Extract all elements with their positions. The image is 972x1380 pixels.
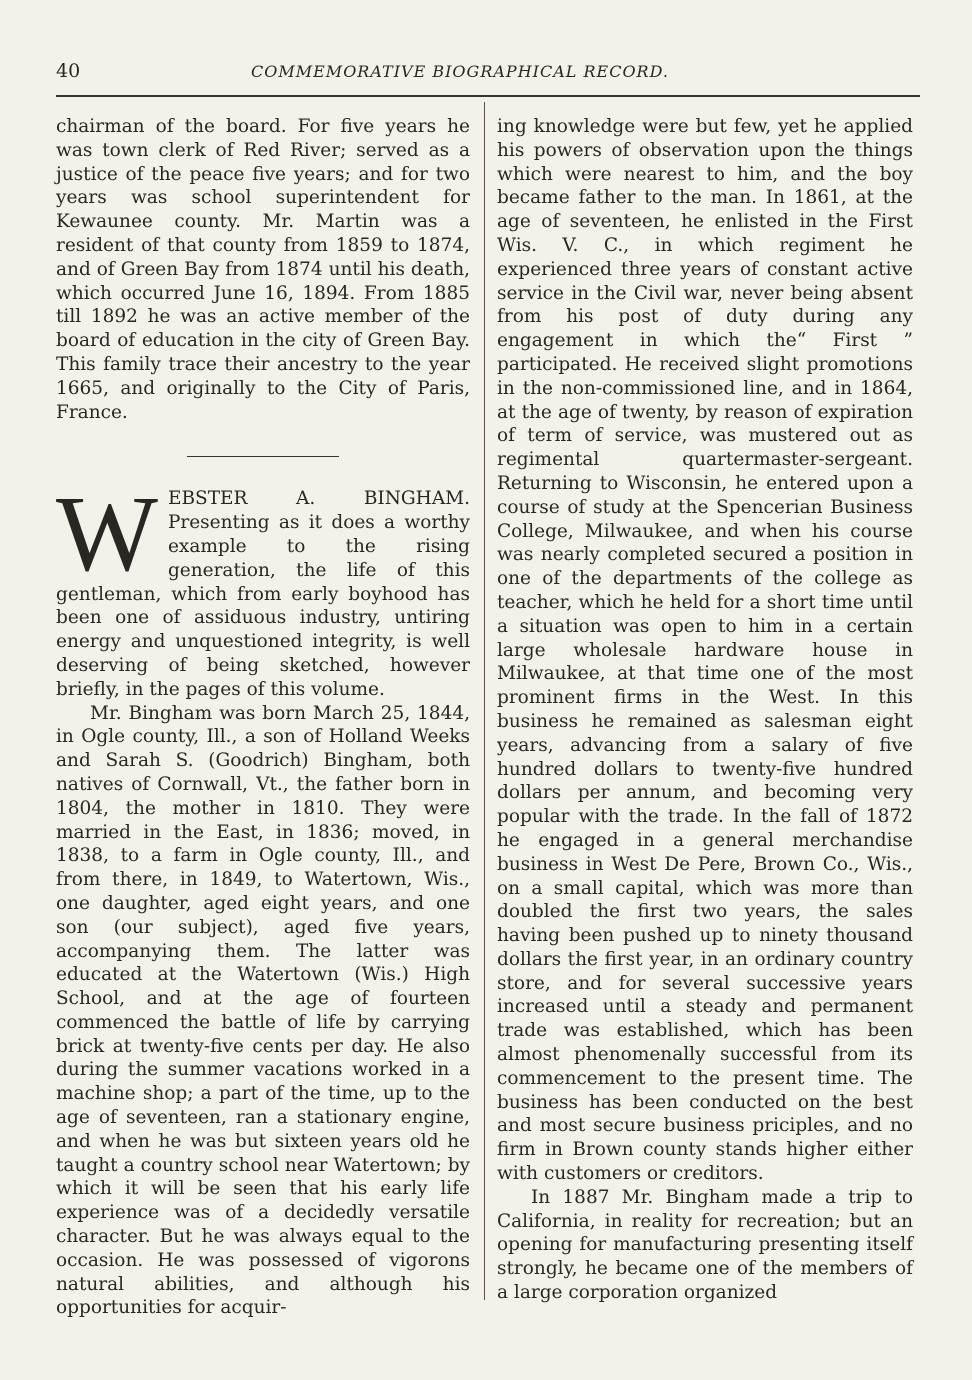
right-column — [497, 115, 913, 1305]
section-separator — [187, 456, 339, 457]
drop-cap: W — [56, 475, 158, 595]
left-column — [56, 115, 470, 1320]
paragraph: ing knowledge were but few, yet he applied his powers of observation upon the things which were nearest to him, and the boy became father to the man. In 1861, at the age of seventeen, he enlisted in the First Wis. V. C., in which regiment he experienced three years of constant active service in the Civil war, never being absent from his post of duty during any engagement in which the“ First ” participated. He received slight promotions in the non-commissioned line, and in 1864, at the age of twenty, by reason of expiration of term of service, was mustered out as regimental quartermaster-sergeant. Returning to Wisconsin, he entered upon a course of study at the Spencerian Business College, Milwaukee, and when his course was nearly completed secured a position in one of the departments of the college as teacher, which he held for a short time until a situation was open to him in a certain large wholesale hardware house in Milwaukee, at that time one of the most prominent firms in the West. In this business he remained as salesman eight years, advancing from a salary of five hundred dollars to twenty-five hundred dollars per annum, and becoming very popular with the trade. In the fall of 1872 he engaged in a general merchandise business in West De Pere, Brown Co., Wis., on a small capital, which was more than doubled the first two years, the sales having been pushed up to ninety thousand dollars the first year, in an ordinary country store, and for several successive years increased until a steady and permanent trade was established, which has been almost phenomenally successful from its commencement to the present time. The business has been conducted on the best and most secure business priciples, and no firm in Brown county stands higher either with customers or creditors. — [497, 116, 913, 1185]
paragraph: In 1887 Mr. Bingham made a trip to California, in reality for recreation; but an opening for manufacturing presenting itself strongly, he became one of the members of a large corporation organized — [497, 1186, 913, 1304]
paragraph: Mr. Bingham was born March 25, 1844, in Ogle county, Ill., a son of Holland Weeks and Sarah S. (Goodrich) Bingham, both natives of Cornwall, Vt., the father born in 1804, the mother in 1810. They were married in the East, in 1836; moved, in 1838, to a farm in Ogle county, Ill., and from there, in 1849, to Watertown, Wis., one daughter, aged eight years, and one son (our subject), aged five years, accompanying them. The latter was educated at the Watertown (Wis.) High School, and at the age of fourteen commenced the battle of life by carrying brick at twenty-five cents per day. He also during the summer vacations worked in a machine shop; a part of the time, up to the age of seventeen, ran a stationary engine, and when he was but sixteen years old he taught a country school near Watertown; by which it will be seen that his early life experience was of a decidedly versatile character. But he was always equal to the occasion. He was possessed of vigorons natural abilities, and although his opportunities for acquir- — [56, 702, 470, 1319]
biography-opening — [56, 475, 470, 701]
page-header — [56, 60, 920, 84]
header-rule — [56, 95, 920, 97]
running-title: COMMEMORATIVE BIOGRAPHICAL RECORD. — [251, 62, 669, 81]
page-number: 40 — [56, 60, 81, 82]
opening-text: EBSTER A. BINGHAM. Presenting as it does a worthy example to the rising generation, the life of this gentleman, which from early boyhood has been one of assiduous industry, untiring energy and unquestioned integrity, is well deserving of being sketched, however briefly, in the pages of this volume. — [56, 488, 470, 700]
column-divider — [484, 102, 485, 1300]
paragraph: chairman of the board. For five years he was town clerk of Red River; served as a justice of the peace five years; and for two years was school superintendent for Kewaunee county. Mr. Martin was a resident of that county from 1859 to 1874, and of Green Bay from 1874 until his death, which occurred June 16, 1894. From 1885 till 1892 he was an active member of the board of education in the city of Green Bay. This family trace their ancestry to the year 1665, and originally to the City of Paris, France. — [56, 116, 470, 423]
